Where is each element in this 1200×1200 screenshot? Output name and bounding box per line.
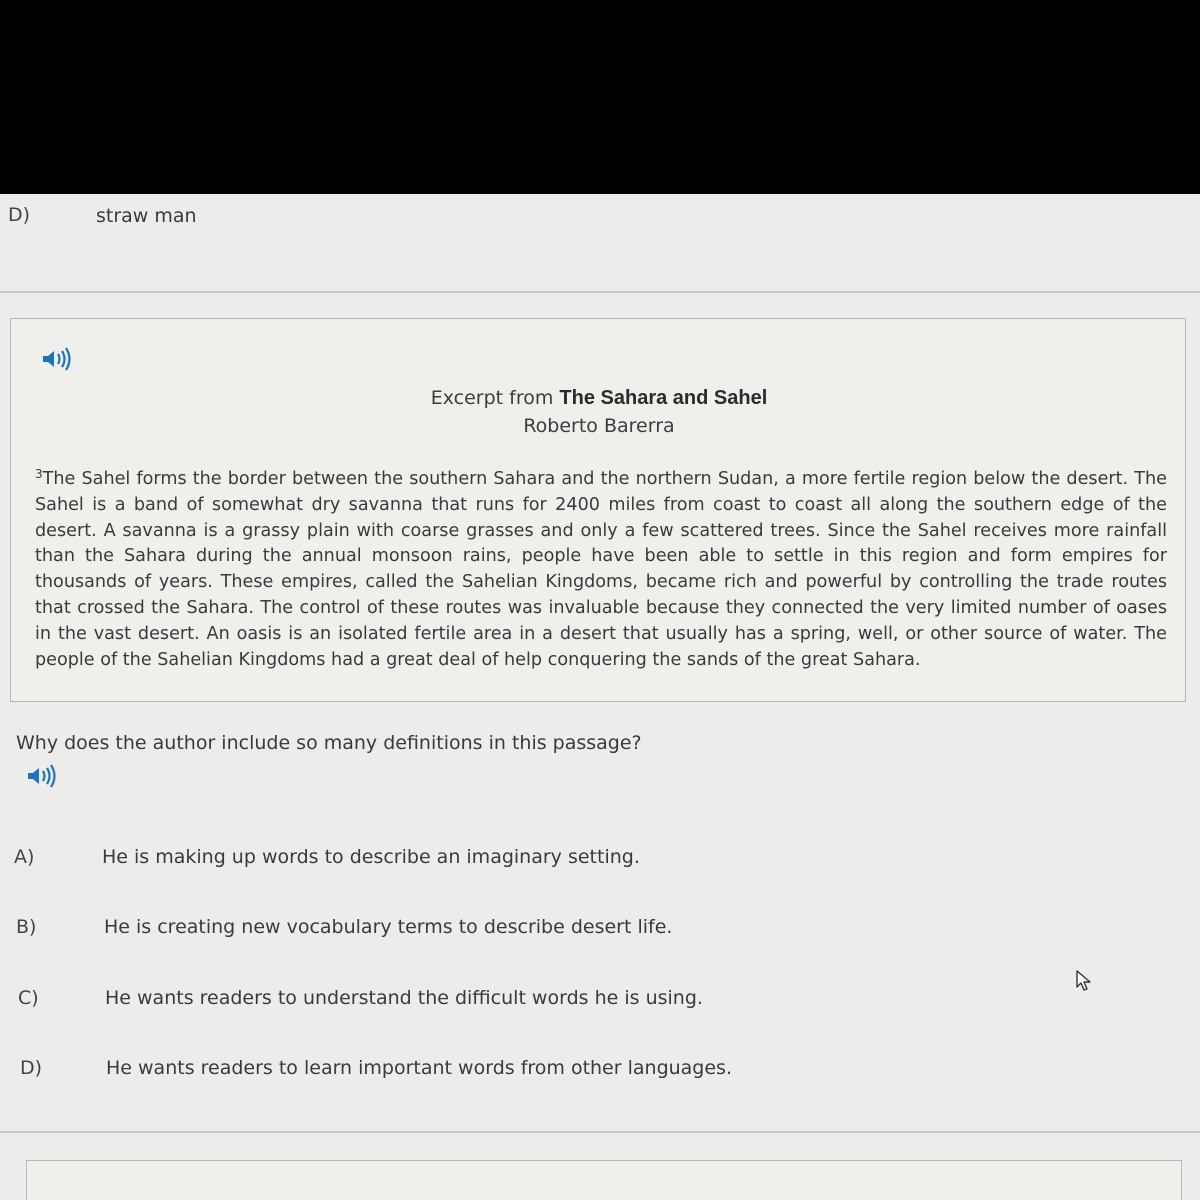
passage-author: Roberto Barerra <box>523 415 675 437</box>
paragraph-text: The Sahel forms the border between the southern Sahara and the northern Sudan, a more fertile region below the desert. The Sahel is a band of somewhat dry savanna that runs for 2400 miles from coast to coast all along the southern edge of the desert. A savanna is a grassy plain with coarse grasses and only a few scattered trees. Since the Sahel receives more rainfall than the Sahara during the annual monsoon rains, people have been able to settle in this region and form empires for thousands of years. These empires, called the Sahelian Kingdoms, became rich and powerful by controlling the trade routes that crossed the Sahara. The control of these routes was invaluable because they connected the very limited number of oases in the vast desert. An oasis is an isolated fertile area in a desert that usually has a spring, well, or other source of water. The people of the Sahelian Kingdoms had a great deal of help conquering the sands of the great Sahara. <box>35 469 1167 670</box>
divider <box>0 1131 1200 1133</box>
passage-title <box>11 387 1187 410</box>
speaker-icon[interactable] <box>41 347 73 371</box>
assessment-screen <box>0 194 1200 1200</box>
option-text: He is creating new vocabulary terms to describe desert life. <box>104 916 673 938</box>
next-passage-panel <box>26 1160 1182 1200</box>
passage-paragraph <box>35 467 1167 673</box>
option-text: He wants readers to learn important words from other languages. <box>106 1057 732 1079</box>
option-letter: B) <box>16 916 37 938</box>
speaker-icon[interactable] <box>26 764 58 788</box>
paragraph-number: 3 <box>35 467 43 481</box>
option-letter: D) <box>20 1057 43 1079</box>
option-text: straw man <box>96 205 197 227</box>
option-letter: A) <box>14 846 35 868</box>
option-letter: D) <box>8 204 31 226</box>
passage-title-name: The Sahara and Sahel <box>559 387 768 409</box>
divider <box>0 291 1200 293</box>
option-letter: C) <box>18 987 39 1009</box>
option-text: He is making up words to describe an imaginary setting. <box>102 846 640 868</box>
mouse-pointer-icon <box>1074 970 1094 992</box>
previous-question-option[interactable] <box>0 194 1200 284</box>
passage-panel <box>10 318 1186 702</box>
option-text: He wants readers to understand the difficult words he is using. <box>105 987 703 1009</box>
question-stem: Why does the author include so many definitions in this passage? <box>16 732 642 754</box>
passage-title-prefix: Excerpt from <box>430 387 560 409</box>
